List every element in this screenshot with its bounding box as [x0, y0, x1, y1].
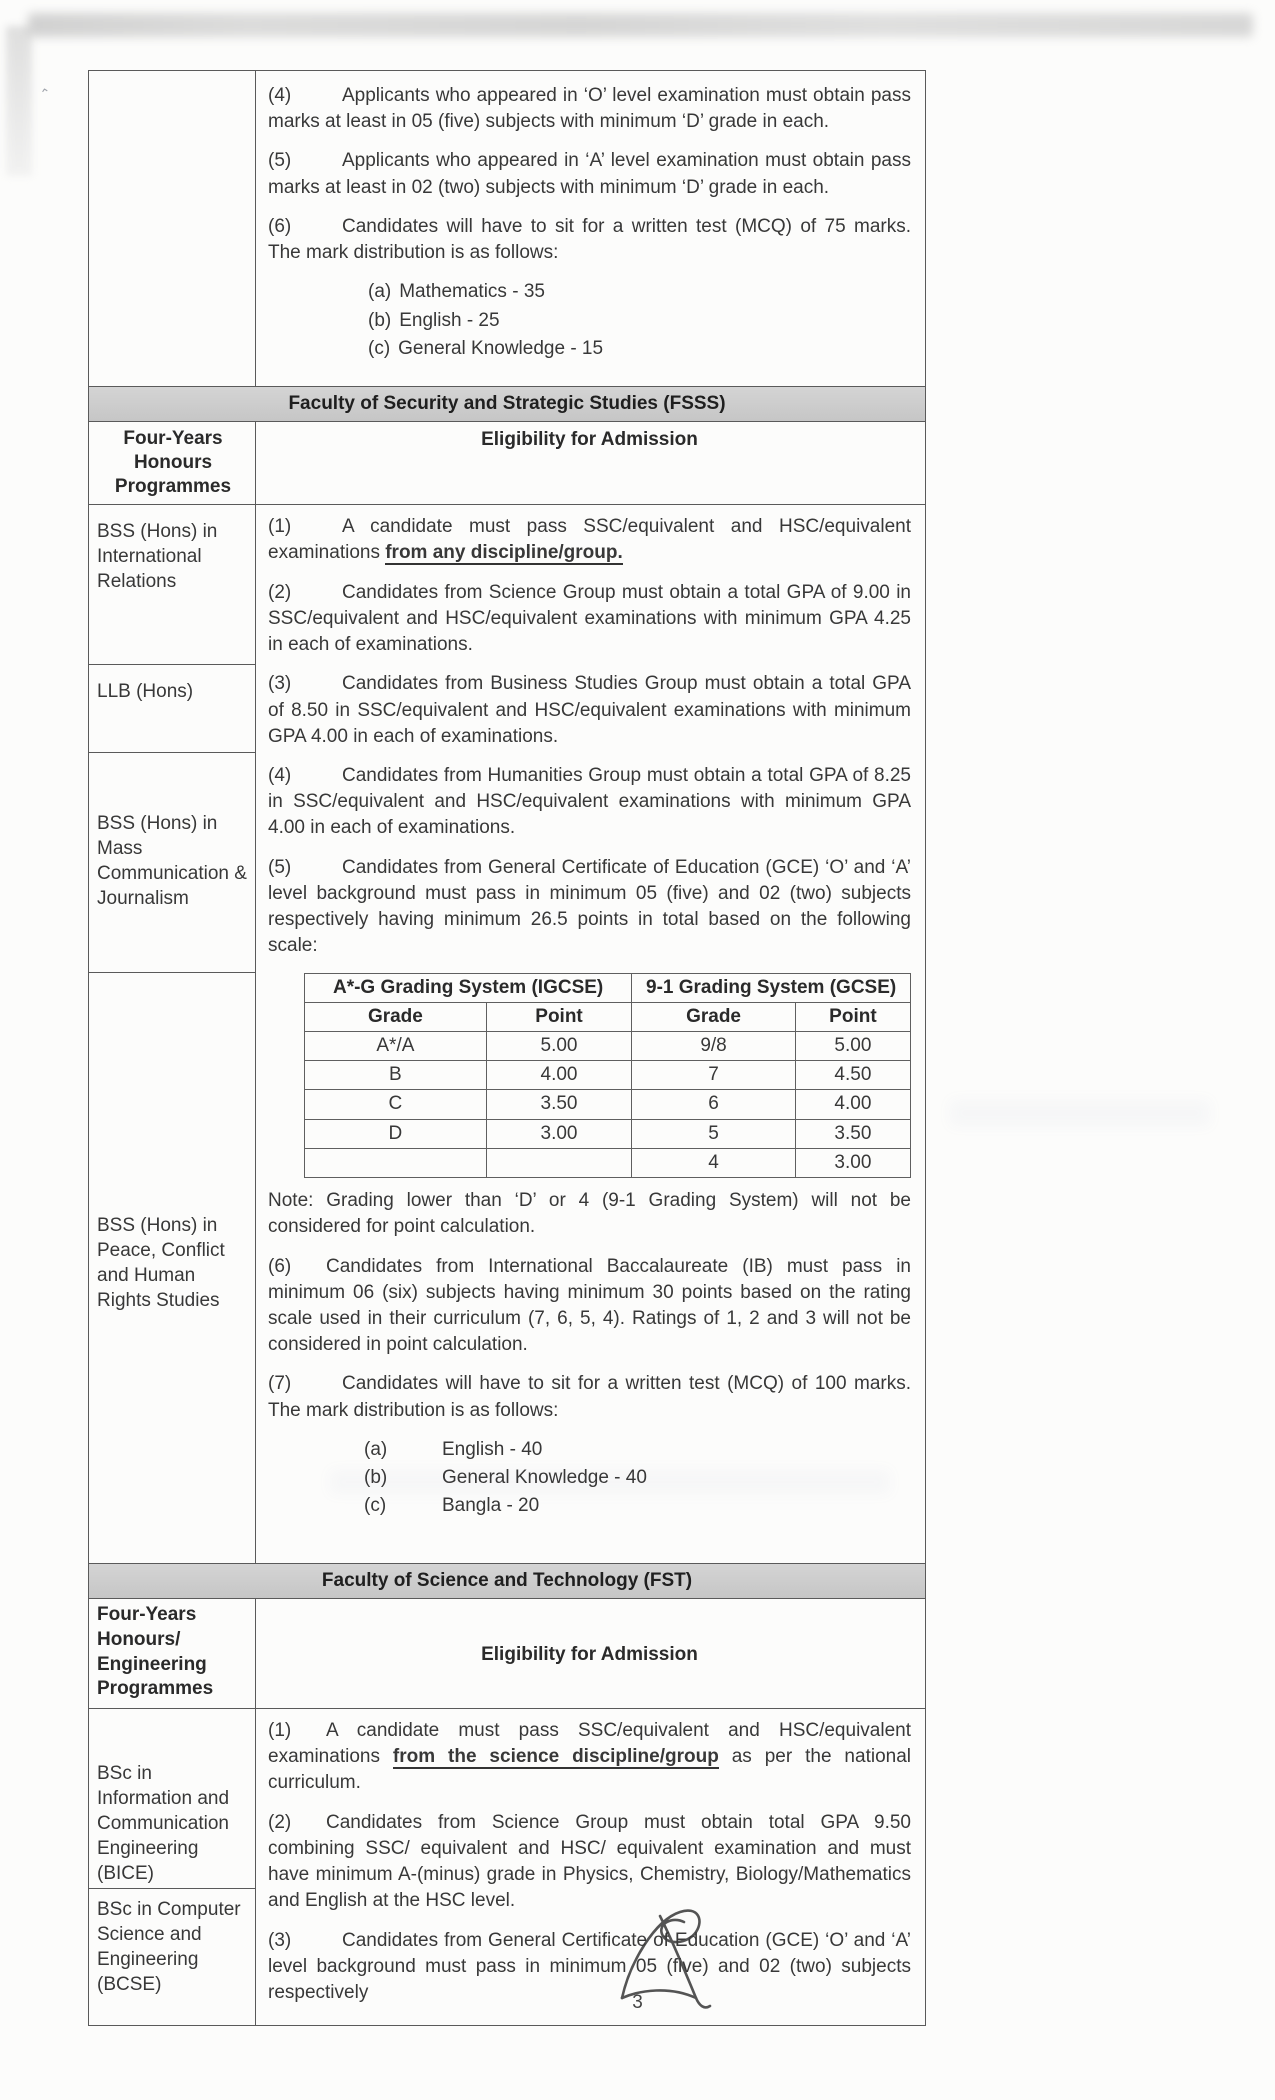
scan-smudge-top [28, 13, 1253, 37]
paragraph-7 [268, 1371, 911, 1423]
list-text: General Knowledge - 40 [442, 1467, 647, 1489]
list-label: (b) [368, 309, 392, 331]
fst-section-title: Faculty of Science and Technology (FST) [321, 1570, 693, 1592]
point-cell: 4.00 [486, 1061, 631, 1090]
list-label: (c) [364, 1495, 387, 1517]
point-cell: 4.00 [795, 1090, 910, 1119]
paragraph-4 [268, 83, 911, 135]
fst-eligibility-cell [256, 1709, 925, 2025]
paragraph-number: (4) [268, 85, 292, 106]
paragraph-text: Applicants who appeared in ‘A’ level examination must obtain pass marks at least in 02 (two) subjects with minimum ‘D’ grade in each. [268, 150, 911, 198]
list-label: (c) [368, 337, 391, 359]
column-header: Point [486, 1002, 631, 1031]
empty-programme-cell [89, 71, 256, 386]
list-text: Mathematics - 35 [399, 281, 545, 303]
grade-cell: A*/A [305, 1031, 487, 1060]
grading-scale-table [304, 973, 911, 1179]
grading-group-header-row [305, 973, 911, 1002]
admission-eligibility-table [88, 70, 926, 2026]
paragraph-text: A candidate must pass SSC/equivalent and HSC/equivalent examinations [268, 1720, 911, 1768]
grading-column-header-row [305, 1002, 911, 1031]
fst-programmes-header: Four-Years Honours/ Engineering Programmes [89, 1599, 256, 1708]
paragraph-5 [268, 148, 911, 200]
paragraph-number: (3) [268, 1929, 292, 1951]
list-item [364, 1493, 911, 1519]
fsss-body-row [89, 505, 925, 1563]
fsss-section-header [89, 386, 925, 422]
programme-cell: BSS (Hons) in International Relations [89, 505, 255, 665]
mark-distribution-list [368, 279, 911, 362]
paragraph-5 [268, 855, 911, 960]
pencil-mark: ⌃ [38, 85, 53, 102]
fst-body-row [89, 1709, 925, 2025]
table-row [305, 1148, 911, 1177]
column-header: Grade [305, 1002, 487, 1031]
paragraph-number: (6) [268, 1255, 292, 1277]
paragraph-2 [268, 1810, 911, 1915]
fsss-programmes-column [89, 505, 256, 1563]
table-row [305, 1119, 911, 1148]
grade-cell: 5 [632, 1119, 796, 1148]
paragraph-number: (1) [268, 516, 292, 538]
column-header: Grade [632, 1002, 796, 1031]
paragraph-text: Candidates will have to sit for a written test (MCQ) of 100 marks. The mark distribution is as follows: [268, 1373, 911, 1421]
point-cell [486, 1148, 631, 1177]
continuation-row [89, 71, 925, 386]
grade-cell [305, 1148, 487, 1177]
paragraph-3 [268, 671, 911, 750]
table-row [305, 1090, 911, 1119]
paragraph-4 [268, 763, 911, 842]
paragraph-6 [268, 1254, 911, 1359]
paragraph-number: (7) [268, 1373, 292, 1395]
paragraph-6 [268, 214, 911, 266]
paragraph-text: as per the national curriculum. [268, 1746, 911, 1794]
table-row [305, 1031, 911, 1060]
list-text: English - 25 [399, 309, 500, 331]
point-cell: 5.00 [486, 1031, 631, 1060]
grade-cell: 6 [632, 1090, 796, 1119]
programme-cell: BSc in Computer Science and Engineering (BCSE) [97, 1899, 241, 1996]
list-text: Bangla - 20 [442, 1495, 540, 1517]
point-cell: 3.50 [795, 1119, 910, 1148]
paragraph-number: (5) [268, 150, 292, 172]
paragraph-1 [268, 1718, 911, 1797]
paragraph-text: Candidates from Business Studies Group must obtain a total GPA of 8.50 in SSC/equivalent and HSC/equivalent examinations with minimum GPA 4.00 in each of examinations. [268, 673, 911, 747]
paragraph-text: Candidates from General Certificate of Education (GCE) ‘O’ and ‘A’ level background must pass in minimum 05 (five) and 02 (two) subjects respectively having minimum 26.5 points in total based on the following scale: [268, 856, 911, 957]
paragraph-number: (3) [268, 673, 292, 695]
grade-cell: D [305, 1119, 487, 1148]
list-item [364, 1465, 911, 1491]
point-cell: 5.00 [795, 1031, 910, 1060]
fsss-section-title: Faculty of Security and Strategic Studies (FSSS) [288, 392, 726, 414]
list-item [364, 1437, 911, 1463]
list-item [368, 336, 911, 362]
grading-note: Note: Grading lower than ‘D’ or 4 (9-1 Grading System) will not be considered for point calculation. [268, 1190, 911, 1238]
grade-cell: 9/8 [632, 1031, 796, 1060]
point-cell: 3.00 [486, 1119, 631, 1148]
list-item [368, 308, 911, 334]
fsss-programmes-header: Four-Years Honours Programmes [89, 422, 256, 504]
list-label: (b) [364, 1467, 388, 1489]
list-label: (a) [368, 281, 392, 303]
paragraph-2 [268, 580, 911, 659]
fst-header-row [89, 1599, 925, 1709]
paragraph-number: (2) [268, 1811, 292, 1833]
paragraph-text: Candidates will have to sit for a written test (MCQ) of 75 marks. The mark distribution is as follows: [268, 215, 911, 264]
mark-distribution-list [364, 1437, 911, 1520]
scan-smudge-left-edge [6, 26, 32, 176]
paragraph-text: Candidates from International Baccalaureate (IB) must pass in minimum 06 (six) subjects having minimum 30 points based on the rating scale used in their curriculum (7, 6, 5, 4). Ratings of 1, 2 and 3 will not be considered in point calculation. [268, 1255, 911, 1356]
list-label: (a) [364, 1438, 388, 1460]
fst-section-header [89, 1563, 925, 1599]
fst-programmes-column [89, 1709, 256, 2025]
emphasized-phrase: from any discipline/group. [385, 542, 623, 564]
programme-cell: BSS (Hons) in Peace, Conflict and Human Rights Studies [97, 1215, 225, 1312]
paragraph-text: Candidates from General Certificate of Education (GCE) ‘O’ and ‘A’ level background must pass in minimum 05 (five) and 02 (two) subjects respectively [268, 1929, 911, 2003]
fsss-header-row [89, 422, 925, 505]
paragraph-text: Applicants who appeared in ‘O’ level examination must obtain pass marks at least in 05 (five) subjects with minimum ‘D’ grade in each. [268, 85, 911, 133]
paragraph-text: A candidate must pass SSC/equivalent and HSC/equivalent examinations [268, 516, 911, 564]
olevel-alevel-requirements-cell [256, 71, 925, 386]
emphasized-phrase: from the science discipline/group [392, 1746, 719, 1768]
paragraph-text: Candidates from Science Group must obtain a total GPA of 9.00 in SSC/equivalent and HSC/equivalent examinations with minimum GPA 4.25 in each of examinations. [268, 581, 911, 656]
fsss-eligibility-cell [256, 505, 925, 1563]
igcse-group-header: A*-G Grading System (IGCSE) [305, 973, 632, 1002]
column-header: Point [795, 1002, 910, 1031]
programme-cell: BSc in Information and Communication Engineering (BICE) [89, 1709, 255, 1889]
scan-bleedthrough [950, 1100, 1210, 1126]
grade-cell: 7 [632, 1061, 796, 1090]
grade-cell: C [305, 1090, 487, 1119]
paragraph-number: (1) [268, 1720, 292, 1741]
list-item [368, 279, 911, 305]
paragraph-number: (4) [268, 765, 292, 786]
paragraph-text: Candidates from Humanities Group must obtain a total GPA of 8.25 in SSC/equivalent and HSC/equivalent examinations with minimum GPA 4.00 in each of examinations. [268, 765, 911, 839]
fst-eligibility-header-label: Eligibility for Admission [481, 1644, 698, 1666]
point-cell: 3.00 [795, 1148, 910, 1177]
point-cell: 4.50 [795, 1061, 910, 1090]
paragraph-text: Candidates from Science Group must obtain total GPA 9.50 combining SSC/ equivalent and HSC/ equivalent examination and must have minimum A-(minus) grade in Physics, Chemistry, Biology/Mathematics and English at the HSC level. [268, 1811, 911, 1912]
table-row [305, 1061, 911, 1090]
paragraph-number: (5) [268, 856, 292, 878]
point-cell: 3.50 [486, 1090, 631, 1119]
programme-cell: BSS (Hons) in Mass Communication & Journalism [89, 753, 255, 973]
grade-cell: B [305, 1061, 487, 1090]
list-text: General Knowledge - 15 [398, 337, 604, 359]
paragraph-1 [268, 514, 911, 566]
grade-cell: 4 [632, 1148, 796, 1177]
list-text: English - 40 [442, 1438, 543, 1460]
fst-eligibility-header [256, 1599, 925, 1708]
page-number: 3 [632, 1992, 643, 2013]
programme-cell: LLB (Hons) [89, 665, 255, 753]
paragraph-number: (6) [268, 215, 292, 237]
gcse-group-header: 9-1 Grading System (GCSE) [632, 973, 911, 1002]
fsss-eligibility-header: Eligibility for Admission [481, 429, 698, 450]
paragraph-number: (2) [268, 581, 292, 603]
